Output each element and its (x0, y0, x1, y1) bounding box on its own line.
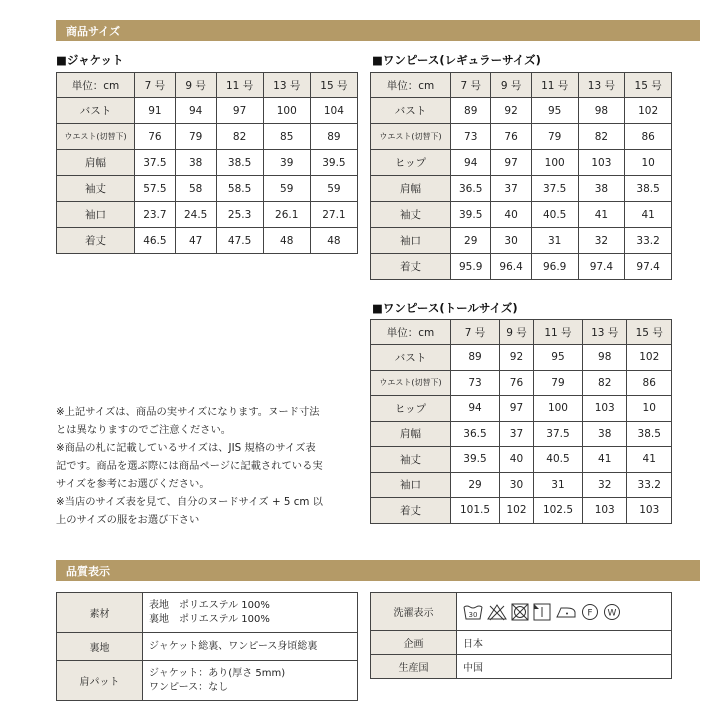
quality-value-line: ジャケット総裏、ワンピース身頃総裏 (149, 640, 318, 652)
size-value: 100 (531, 150, 578, 176)
size-value: 76 (491, 124, 531, 150)
origin-row-production (371, 655, 672, 679)
size-value: 97 (491, 150, 531, 176)
iron-low-icon (555, 603, 577, 621)
size-value: 103 (582, 498, 627, 524)
measure-label: 着丈 (57, 228, 135, 254)
size-value: 92 (500, 345, 534, 371)
size-header: 7 号 (451, 320, 500, 345)
size-value: 97.4 (578, 254, 625, 280)
size-value: 37.5 (135, 150, 176, 176)
size-row (57, 98, 358, 124)
size-value: 89 (310, 124, 357, 150)
size-value: 79 (533, 370, 582, 396)
onepiece-tall-title: ■ワンピース(トールサイズ) (372, 301, 518, 315)
quality-value-line: ジャケット：あり(厚さ 5mm) (149, 667, 286, 679)
size-header: 9 号 (175, 73, 216, 98)
quality-section-title: 品質表示 (66, 565, 110, 578)
size-value: 40.5 (533, 447, 582, 473)
size-value: 38 (578, 176, 625, 202)
note-line: 記です。商品を選ぶ際には商品ページに記載されている実 (56, 460, 323, 472)
measure-label: 袖口 (57, 202, 135, 228)
size-row (371, 447, 672, 473)
size-value: 96.4 (491, 254, 531, 280)
size-value: 82 (578, 124, 625, 150)
quality-section-bar (56, 560, 700, 581)
quality-label: 肩パット (57, 661, 143, 701)
size-value: 37.5 (533, 421, 582, 447)
size-value: 30 (491, 228, 531, 254)
line-dry-shade-icon (533, 603, 551, 621)
size-row (371, 124, 672, 150)
measure-label: バスト (371, 98, 451, 124)
size-row (57, 124, 358, 150)
size-header: 11 号 (531, 73, 578, 98)
size-value: 104 (310, 98, 357, 124)
size-value: 48 (310, 228, 357, 254)
measure-label: ウエスト(切替下) (371, 124, 451, 150)
size-value: 36.5 (451, 421, 500, 447)
measure-label: 袖口 (371, 228, 451, 254)
size-value: 103 (578, 150, 625, 176)
measure-label: 着丈 (371, 498, 451, 524)
size-value: 102 (500, 498, 534, 524)
quality-value-line: 裏地 ポリエステル 100% (149, 613, 270, 625)
size-header: 15 号 (310, 73, 357, 98)
size-value: 10 (625, 150, 672, 176)
size-header-row (371, 320, 672, 345)
wet-clean-w-text: W (607, 608, 617, 618)
size-header: 13 号 (582, 320, 627, 345)
size-value: 39.5 (451, 447, 500, 473)
measure-label: 袖口 (371, 472, 451, 498)
size-value: 102.5 (533, 498, 582, 524)
size-value: 95 (531, 98, 578, 124)
size-value: 38.5 (216, 150, 263, 176)
care-icons (463, 603, 665, 621)
size-value: 47 (175, 228, 216, 254)
size-value: 59 (310, 176, 357, 202)
size-row (371, 202, 672, 228)
dry-clean-f-icon (581, 603, 599, 621)
origin-table (370, 592, 672, 679)
size-value: 31 (531, 228, 578, 254)
size-value: 38.5 (625, 176, 672, 202)
size-header: 7 号 (135, 73, 176, 98)
no-bleach-icon (487, 603, 507, 621)
size-value: 46.5 (135, 228, 176, 254)
size-value: 89 (451, 98, 491, 124)
size-value: 37.5 (531, 176, 578, 202)
size-header-row (57, 73, 358, 98)
size-row (371, 396, 672, 422)
size-value: 98 (578, 98, 625, 124)
size-value: 38 (582, 421, 627, 447)
size-value: 101.5 (451, 498, 500, 524)
size-value: 39 (263, 150, 310, 176)
note-line: ※商品の札に記載しているサイズは、JIS 規格のサイズ表 (56, 442, 316, 454)
size-row (57, 150, 358, 176)
size-notes (56, 403, 368, 529)
quality-value-line: ワンピース：なし (149, 681, 229, 693)
size-value: 40 (500, 447, 534, 473)
note-line: 上のサイズの服をお選び下さい (56, 514, 200, 526)
size-value: 79 (531, 124, 578, 150)
origin-value: 中国 (457, 655, 672, 679)
size-row (371, 254, 672, 280)
size-header: 9 号 (491, 73, 531, 98)
measure-label: バスト (57, 98, 135, 124)
size-value: 58.5 (216, 176, 263, 202)
size-value: 102 (625, 98, 672, 124)
size-value: 94 (451, 396, 500, 422)
measure-label: 袖丈 (371, 202, 451, 228)
size-row (371, 228, 672, 254)
size-value: 94 (175, 98, 216, 124)
size-value: 94 (451, 150, 491, 176)
size-header: 9 号 (500, 320, 534, 345)
measure-label: 肩幅 (371, 176, 451, 202)
size-value: 57.5 (135, 176, 176, 202)
size-value: 32 (578, 228, 625, 254)
wash-temp-text: 30 (468, 610, 478, 619)
size-value: 98 (582, 345, 627, 371)
size-value: 40 (491, 202, 531, 228)
size-value: 97 (216, 98, 263, 124)
size-row (371, 498, 672, 524)
size-value: 31 (533, 472, 582, 498)
size-header: 11 号 (533, 320, 582, 345)
size-row (57, 176, 358, 202)
size-section-bar (56, 20, 700, 41)
size-value: 40.5 (531, 202, 578, 228)
measure-label: 肩幅 (57, 150, 135, 176)
size-value: 91 (135, 98, 176, 124)
origin-label: 企画 (371, 631, 457, 655)
size-value: 48 (263, 228, 310, 254)
onepiece-tall-size-table (370, 319, 672, 524)
quality-label: 裏地 (57, 633, 143, 661)
unit-header: 単位：cm (371, 320, 451, 345)
size-header-row (371, 73, 672, 98)
unit-header: 単位：cm (371, 73, 451, 98)
size-value: 100 (533, 396, 582, 422)
size-value: 24.5 (175, 202, 216, 228)
size-row (371, 421, 672, 447)
size-row (371, 176, 672, 202)
note-line: ※上記サイズは、商品の実サイズになります。ヌード寸法 (56, 406, 320, 418)
note-line: サイズを参考にお選びください。 (56, 478, 210, 490)
origin-label: 生産国 (371, 655, 457, 679)
size-value: 89 (451, 345, 500, 371)
size-value: 33.2 (627, 472, 672, 498)
wash-label: 洗濯表示 (371, 593, 457, 631)
size-value: 76 (135, 124, 176, 150)
size-value: 100 (263, 98, 310, 124)
size-value: 27.1 (310, 202, 357, 228)
quality-table (56, 592, 358, 701)
measure-label: ウエスト(切替下) (371, 370, 451, 396)
no-tumble-dry-icon (511, 603, 529, 621)
quality-value-line: 表地 ポリエステル 100% (149, 599, 270, 611)
size-header: 15 号 (627, 320, 672, 345)
size-value: 86 (625, 124, 672, 150)
quality-row-lining (57, 633, 358, 661)
size-value: 95.9 (451, 254, 491, 280)
size-value: 41 (627, 447, 672, 473)
size-value: 103 (627, 498, 672, 524)
note-line: とは異なりますのでご注意ください。 (56, 424, 232, 436)
size-value: 82 (582, 370, 627, 396)
size-value: 26.1 (263, 202, 310, 228)
onepiece-regular-size-table (370, 72, 672, 280)
size-value: 92 (491, 98, 531, 124)
note-line: ※当店のサイズ表を見て、自分のヌードサイズ + 5 cm 以 (56, 496, 323, 508)
size-value: 97.4 (625, 254, 672, 280)
measure-label: バスト (371, 345, 451, 371)
size-row (371, 345, 672, 371)
jacket-size-table (56, 72, 358, 254)
onepiece-regular-title: ■ワンピース(レギュラーサイズ) (372, 53, 541, 67)
size-value: 39.5 (451, 202, 491, 228)
size-value: 32 (582, 472, 627, 498)
size-value: 25.3 (216, 202, 263, 228)
size-row (57, 202, 358, 228)
measure-label: ヒップ (371, 150, 451, 176)
size-value: 10 (627, 396, 672, 422)
wash-row (371, 593, 672, 631)
size-value: 30 (500, 472, 534, 498)
size-value: 58 (175, 176, 216, 202)
size-row (371, 370, 672, 396)
measure-label: ヒップ (371, 396, 451, 422)
size-value: 102 (627, 345, 672, 371)
measure-label: ウエスト(切替下) (57, 124, 135, 150)
origin-value: 日本 (457, 631, 672, 655)
measure-label: 着丈 (371, 254, 451, 280)
origin-row-planning (371, 631, 672, 655)
size-value: 23.7 (135, 202, 176, 228)
size-value: 37 (491, 176, 531, 202)
size-value: 85 (263, 124, 310, 150)
size-value: 41 (625, 202, 672, 228)
unit-header: 単位：cm (57, 73, 135, 98)
size-value: 86 (627, 370, 672, 396)
size-value: 73 (451, 370, 500, 396)
size-value: 76 (500, 370, 534, 396)
quality-row-material (57, 593, 358, 633)
size-section-title: 商品サイズ (66, 25, 121, 38)
size-header: 11 号 (216, 73, 263, 98)
size-value: 82 (216, 124, 263, 150)
size-row (371, 472, 672, 498)
wash-30-icon (463, 603, 483, 621)
size-value: 29 (451, 228, 491, 254)
size-header: 7 号 (451, 73, 491, 98)
size-value: 38 (175, 150, 216, 176)
size-value: 59 (263, 176, 310, 202)
size-value: 47.5 (216, 228, 263, 254)
size-value: 95 (533, 345, 582, 371)
size-value: 36.5 (451, 176, 491, 202)
wet-clean-w-icon (603, 603, 621, 621)
size-row (57, 228, 358, 254)
quality-label: 素材 (57, 593, 143, 633)
size-row (371, 150, 672, 176)
size-value: 41 (582, 447, 627, 473)
size-value: 29 (451, 472, 500, 498)
quality-row-shoulder-pad (57, 661, 358, 701)
dry-clean-f-text: F (587, 608, 593, 618)
size-row (371, 98, 672, 124)
size-value: 96.9 (531, 254, 578, 280)
size-value: 33.2 (625, 228, 672, 254)
size-value: 73 (451, 124, 491, 150)
size-header: 13 号 (263, 73, 310, 98)
size-value: 39.5 (310, 150, 357, 176)
size-header: 13 号 (578, 73, 625, 98)
size-value: 37 (500, 421, 534, 447)
size-value: 97 (500, 396, 534, 422)
size-value: 38.5 (627, 421, 672, 447)
jacket-title: ■ジャケット (56, 53, 124, 67)
measure-label: 袖丈 (371, 447, 451, 473)
size-value: 79 (175, 124, 216, 150)
measure-label: 袖丈 (57, 176, 135, 202)
measure-label: 肩幅 (371, 421, 451, 447)
size-value: 103 (582, 396, 627, 422)
size-value: 41 (578, 202, 625, 228)
size-header: 15 号 (625, 73, 672, 98)
